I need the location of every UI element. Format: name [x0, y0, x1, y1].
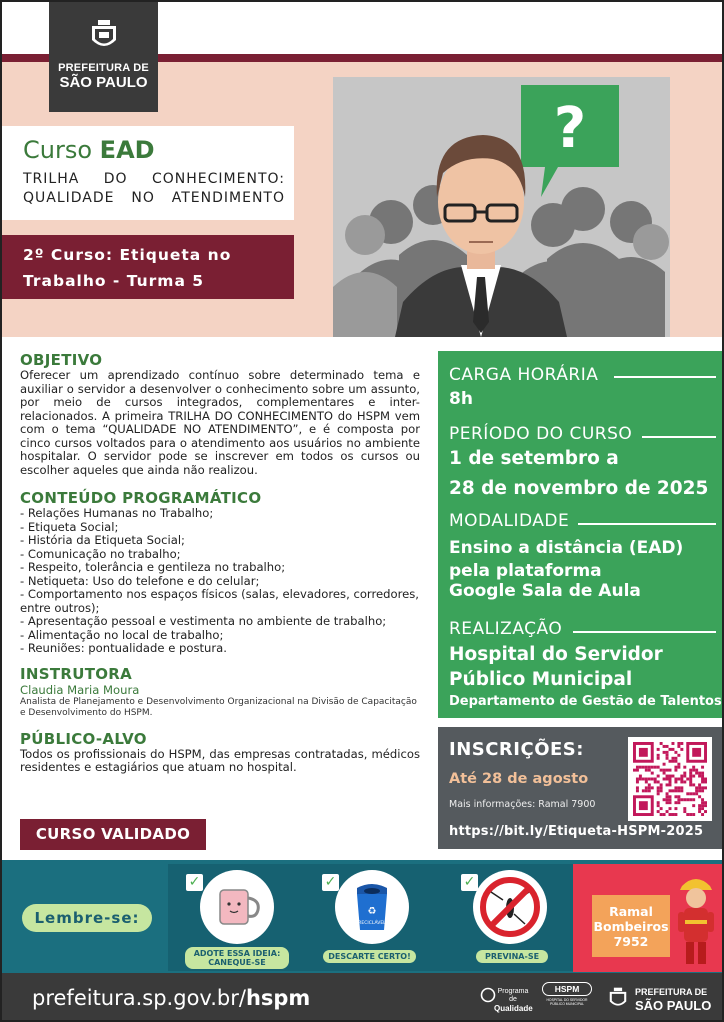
- divider: [614, 376, 716, 378]
- publico-text: Todos os profissionais do HSPM, das empresas contratadas, médicos residentes e estagiários que atuam no hospital.: [20, 746, 420, 774]
- list-item: - Netiqueta: Uso do telefone e do celular;: [20, 573, 260, 588]
- periodo-line2: 28 de novembro de 2025: [449, 478, 709, 499]
- caption-previna: PREVINA-SE: [476, 950, 548, 963]
- course-name-box: 2º Curso: Etiqueta no Trabalho - Turma 5: [2, 235, 294, 299]
- hspm-logo: HSPM HOSPITAL DO SERVIDOR PÚBLICO MUNICIPAL: [542, 982, 592, 1006]
- divider: [642, 436, 716, 438]
- list-item: - História da Etiqueta Social;: [20, 533, 185, 547]
- ramal-bombeiros: Ramal Bombeiros 7952: [592, 895, 670, 957]
- site-link[interactable]: prefeitura.sp.gov.br/hspm: [32, 986, 311, 1010]
- realizacao-dept: Departamento de Gestão de Talentos: [449, 694, 722, 709]
- logo-line2: SÃO PAULO: [59, 74, 148, 91]
- publico-heading: PÚBLICO-ALVO: [20, 729, 147, 748]
- prefeitura-footer-logo: PREFEITURA DE SÃO PAULO: [607, 982, 717, 1018]
- list-item: - Respeito, tolerância e gentileza no trabalho;: [20, 560, 286, 574]
- periodo-label: PERÍODO DO CURSO: [449, 424, 633, 444]
- inscricoes-box: [438, 727, 724, 849]
- list-item: - Etiqueta Social;: [20, 519, 119, 534]
- city-crest-icon: [607, 985, 629, 1011]
- divider: [578, 523, 716, 525]
- carga-label: CARGA HORÁRIA: [449, 365, 599, 385]
- instrutora-description: Analista de Planejamento e Desenvolvimento Organizacional na Divisão de Capacitação e Desenvolvimento do HSPM.: [20, 696, 417, 718]
- check-icon: ✓: [322, 874, 339, 891]
- check-icon: ✓: [186, 874, 203, 891]
- objetivo-text: Oferecer um aprendizado contínuo sobre determinado tema e auxiliar o servidor a desenvolver o conhecimento sobre um assunto, por meio de cursos integrados, complementares e inter-relacionados. A primeira TRILHA DO CONHECIMENTO do HSPM vem com o tema “QUALIDADE NO ATENDIMENTO”, e é composta por cinco cursos voltados para o atendimento aos usuários no ambiente hospitalar. O servidor pode se inscrever em todos os cursos ou escolher aqueles que ainda não realizou.: [20, 368, 420, 477]
- carga-value: 8h: [449, 389, 473, 409]
- list-item: - Reuniões: pontualidade e postura.: [20, 641, 227, 655]
- caption-descarte: DESCARTE CERTO!: [323, 950, 416, 963]
- programa-qualidade-logo: Programa de Qualidade: [480, 981, 532, 1013]
- lembre-label: Lembre-se:: [22, 904, 152, 932]
- conteudo-list: [20, 507, 420, 656]
- course-info-box: [438, 351, 724, 718]
- instrutora-heading: INSTRUTORA: [20, 664, 133, 683]
- quality-icon: [480, 987, 496, 1003]
- bin-circle: [335, 870, 409, 944]
- list-item: - Alimentação no local de trabalho;: [20, 627, 224, 642]
- divider: [573, 631, 716, 633]
- instrutora-name: Claudia Maria Moura: [20, 682, 140, 697]
- modalidade-line2: pela plataforma: [449, 561, 602, 581]
- modalidade-line1: Ensino a distância (EAD): [449, 538, 684, 558]
- bin-label: RECICLÁVEL: [358, 921, 386, 926]
- mug-icon: [200, 870, 274, 944]
- list-item: - Comportamento nos espaços físicos (salas, elevadores, corredores, entre outros);: [20, 587, 419, 615]
- list-item: - Comunicação no trabalho;: [20, 546, 181, 561]
- no-mosquito-icon: [473, 870, 547, 944]
- curso-validado-badge: CURSO VALIDADO: [20, 819, 206, 850]
- realizacao-line1: Hospital do Servidor: [449, 644, 663, 665]
- city-crest-icon: [88, 18, 120, 52]
- qr-pattern: [633, 742, 707, 816]
- caption-caneque-se: ADOTE ESSA IDEIA: CANEQUE-SE: [185, 947, 289, 969]
- modalidade-line3: Google Sala de Aula: [449, 581, 641, 601]
- modalidade-label: MODALIDADE: [449, 511, 570, 531]
- bubble-question-mark: ?: [553, 96, 587, 161]
- list-item: - Apresentação pessoal e vestimenta no ambiente de trabalho;: [20, 614, 387, 628]
- firefighter-icon: [676, 872, 716, 968]
- svg-text:♻: ♻: [367, 906, 377, 917]
- realizacao-line2: Público Municipal: [449, 669, 633, 690]
- inscricoes-link[interactable]: https://bit.ly/Etiqueta-HSPM-2025: [449, 824, 704, 839]
- recycle-bin-icon: [335, 870, 409, 944]
- prefeitura-logo: [49, 2, 158, 112]
- inscricoes-deadline: Até 28 de agosto: [449, 771, 589, 787]
- page-title: Curso EAD: [23, 136, 155, 164]
- mug-circle: [200, 870, 274, 944]
- objetivo-heading: OBJETIVO: [20, 351, 103, 369]
- mosquito-circle: [473, 870, 547, 944]
- people-illustration: [333, 77, 670, 337]
- periodo-line1: 1 de setembro a: [449, 448, 619, 469]
- inscricoes-info: Mais informações: Ramal 7900: [449, 799, 596, 810]
- logo-line1: PREFEITURA DE: [58, 62, 149, 74]
- realizacao-label: REALIZAÇÃO: [449, 619, 563, 639]
- qr-code-icon[interactable]: [628, 737, 712, 821]
- conteudo-heading: CONTEÚDO PROGRAMÁTICO: [20, 489, 262, 507]
- list-item: - Relações Humanas no Trabalho;: [20, 506, 214, 520]
- title-box: [2, 126, 294, 220]
- left-column: [20, 351, 420, 775]
- inscricoes-title: INSCRIÇÕES:: [449, 739, 584, 760]
- trail-title: TRILHA DO CONHECIMENTO: QUALIDADE NO ATENDIMENTO: [23, 171, 285, 206]
- check-icon: ✓: [461, 874, 478, 891]
